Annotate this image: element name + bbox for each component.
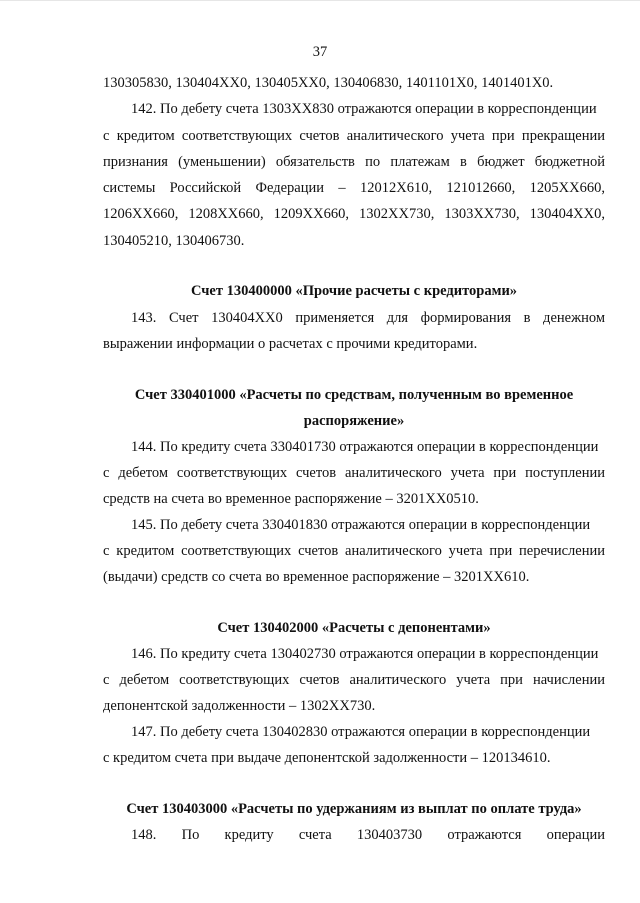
text-line: системы Российской Федерации – 12012Х610, 121012660, 1205ХХ660, [103,180,605,196]
paragraph-146-line-1: 146. По кредиту счета 130402730 отражаются операции в корреспонденции [131,646,599,662]
paragraph-145-line-1: 145. По дебету счета 330401830 отражаются операции в корреспонденции [131,517,591,533]
section-heading-330401000-cont: распоряжение» [303,413,405,429]
text-line: с дебетом соответствующих счетов аналитического учета при поступлении [103,465,605,481]
text-line: признания (уменьшении) обязательств по платежам в бюджет бюджетной [103,154,605,170]
section-heading-330401000: Счет 330401000 «Расчеты по средствам, полученным во временное [134,387,574,403]
text-line: 130305830, 130404ХХ0, 130405ХХ0, 130406830, 1401101Х0, 1401401Х0. [103,75,554,91]
paragraph-144-line-1: 144. По кредиту счета 330401730 отражаются операции в корреспонденции [131,439,599,455]
text-line: 1206ХХ660, 1208ХХ660, 1209ХХ660, 1302ХХ730, 1303ХХ730, 130404ХХ0, [103,206,605,222]
text-line: с дебетом соответствующих счетов аналитического учета при начислении [103,672,605,688]
text-line: с кредитом соответствующих счетов аналитического учета при перечислении [103,543,605,559]
paragraph-148-line-1: 148. По кредиту счета 130403730 отражаются операции [131,827,605,843]
section-heading-130402000: Счет 130402000 «Расчеты с депонентами» [217,620,491,636]
paragraph-143-line-1: 143. Счет 130404ХХ0 применяется для формирования в денежном [131,310,605,326]
text-line: выражении информации о расчетах с прочими кредиторами. [103,336,478,352]
page-number: 37 [312,44,328,60]
text-line: с кредитом счета при выдаче депонентской задолженности – 120134610. [103,750,551,766]
text-line: депонентской задолженности – 1302ХХ730. [103,698,376,714]
text-line: 130405210, 130406730. [103,233,245,249]
paragraph-147-line-1: 147. По дебету счета 130402830 отражаются операции в корреспонденции [131,724,591,740]
text-line: с кредитом соответствующих счетов аналитического учета при прекращении [103,128,605,144]
section-heading-130403000: Счет 130403000 «Расчеты по удержаниям из выплат по оплате труда» [126,801,582,817]
text-line: (выдачи) средств со счета во временное распоряжение – 3201ХХ610. [103,569,530,585]
text-line: средств на счета во временное распоряжение – 3201ХХ0510. [103,491,479,507]
section-heading-130400000: Счет 130400000 «Прочие расчеты с кредиторами» [190,283,518,299]
paragraph-142-line-1: 142. По дебету счета 1303ХХ830 отражаются операции в корреспонденции [131,101,597,117]
